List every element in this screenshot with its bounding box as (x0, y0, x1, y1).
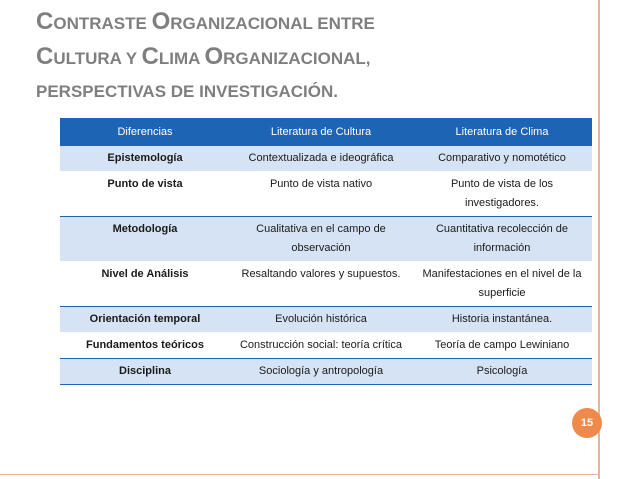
row-label: Disciplina (60, 359, 230, 385)
bottom-accent-line (0, 474, 598, 475)
cultura-cell: Contextualizada e ideográfica (230, 146, 412, 172)
table-row (60, 262, 592, 307)
right-accent-line (598, 0, 600, 479)
title-part: C (36, 43, 54, 70)
title-part: O (151, 8, 171, 35)
title-part: C (141, 43, 159, 70)
row-label: Punto de vista (60, 172, 230, 217)
clima-cell: Comparativo y nomotético (412, 146, 592, 172)
title-part: C (36, 8, 54, 35)
row-label: Fundamentos teóricos (60, 333, 230, 359)
row-label: Orientación temporal (60, 307, 230, 333)
cultura-cell: Resaltando valores y supuestos. (230, 262, 412, 307)
table-row (60, 146, 592, 172)
cultura-cell: Sociología y antropología (230, 359, 412, 385)
row-label: Epistemología (60, 146, 230, 172)
slide-title (36, 6, 586, 109)
table-row (60, 307, 592, 333)
clima-cell: Psicología (412, 359, 592, 385)
row-label: Metodología (60, 217, 230, 262)
title-part: ONTRASTE (53, 14, 152, 33)
cultura-cell: Punto de vista nativo (230, 172, 412, 217)
row-label: Nivel de Análisis (60, 262, 230, 307)
cultura-cell: Construcción social: teoría crítica (230, 333, 412, 359)
title-part: ULTURA Y (53, 49, 142, 68)
title-line-2 (36, 41, 586, 76)
header-literatura-cultura: Literatura de Cultura (230, 118, 412, 146)
table-row (60, 172, 592, 217)
comparison-table (60, 118, 592, 385)
table-header-row (60, 118, 592, 146)
clima-cell: Punto de vista de los investigadores. (412, 172, 592, 217)
clima-cell: Teoría de campo Lewiniano (412, 333, 592, 359)
clima-cell: Historia instantánea. (412, 307, 592, 333)
cultura-cell: Evolución histórica (230, 307, 412, 333)
title-part: RGANIZACIONAL, (223, 49, 371, 68)
title-part: LIMA (158, 49, 205, 68)
clima-cell: Cuantitativa recolección de información (412, 217, 592, 262)
cultura-cell: Cualitativa en el campo de observación (230, 217, 412, 262)
clima-cell: Manifestaciones en el nivel de la superficie (412, 262, 592, 307)
title-part: RGANIZACIONAL ENTRE (170, 14, 375, 33)
header-literatura-clima: Literatura de Clima (412, 118, 592, 146)
title-line-1 (36, 6, 586, 41)
table-row (60, 217, 592, 262)
title-line-3 (36, 76, 586, 109)
table-row (60, 359, 592, 385)
title-part: PERSPECTIVAS DE INVESTIGACIÓN. (36, 82, 338, 101)
table-row (60, 333, 592, 359)
page-number-badge: 15 (572, 408, 602, 438)
header-diferencias: Diferencias (60, 118, 230, 146)
title-part: O (204, 43, 224, 70)
